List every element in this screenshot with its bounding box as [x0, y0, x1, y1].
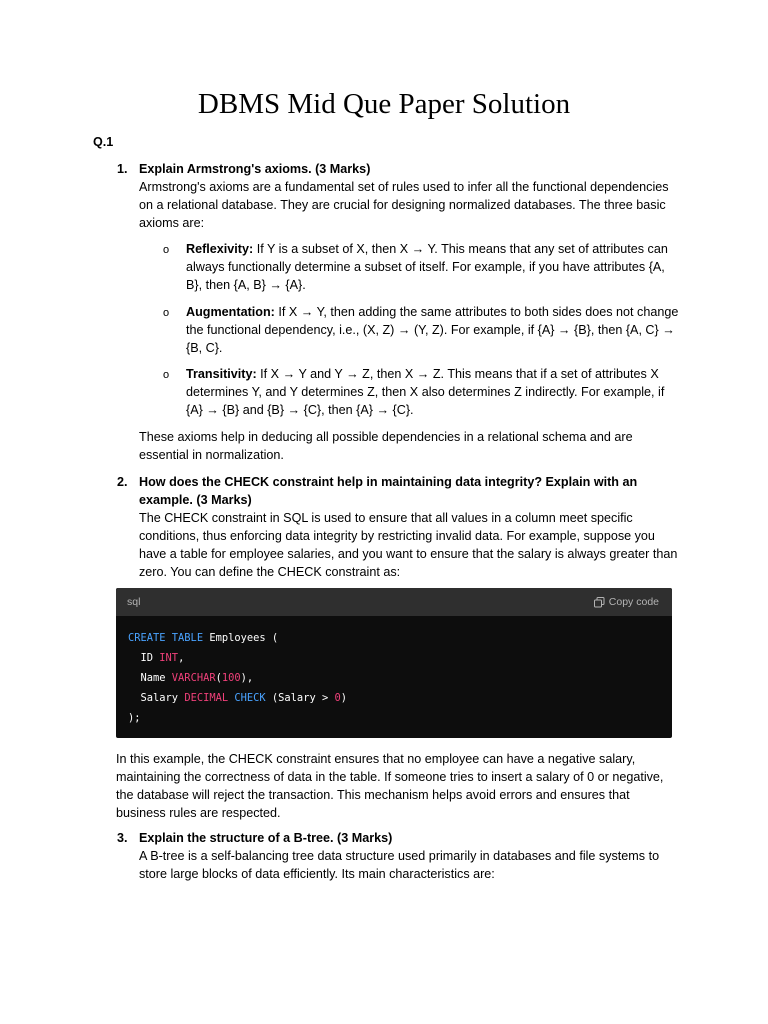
- code-number: 100: [221, 672, 241, 684]
- code-keyword: CHECK: [234, 692, 266, 704]
- page-title: DBMS Mid Que Paper Solution: [197, 88, 571, 120]
- code-language-label: sql: [127, 596, 141, 608]
- bullet-term: Augmentation:: [186, 305, 275, 319]
- q1-outro: These axioms help in deducing all possible dependencies in a relational schema and are essential in normalization.: [139, 430, 633, 462]
- q2-heading: How does the CHECK constraint help in maintaining data integrity? Explain with an example. (3 Marks): [139, 475, 638, 507]
- bullet-text: If X → Y, then adding the same attributes to both sides does not change the functional dependency, i.e., (X, Z) → (Y, Z). For example, if {A} → {B}, then {A, C} → {B, C}.: [186, 305, 679, 355]
- code-text: ),: [240, 672, 254, 684]
- bullet-marker: o: [163, 369, 170, 381]
- q1-number: 1.: [117, 162, 128, 176]
- code-text: (: [215, 672, 222, 684]
- code-type: INT: [159, 652, 179, 664]
- bullet-text: If Y is a subset of X, then X → Y. This means that any set of attributes can always functionally determine a subset of itself. For example, if you have attributes {A, B}, then {A, B} → {A}.: [186, 242, 668, 292]
- q1-heading: Explain Armstrong's axioms. (3 Marks): [139, 162, 371, 176]
- code-header: [116, 588, 672, 616]
- code-text: Salary: [128, 692, 185, 704]
- bullet-term: Reflexivity:: [186, 242, 254, 256]
- code-text: ): [340, 692, 348, 704]
- q3-intro: A B-tree is a self-balancing tree data structure used primarily in databases and file systems to store large blocks of data efficiently. Its main characteristics are:: [139, 849, 660, 881]
- q1-intro: Armstrong's axioms are a fundamental set of rules used to infer all the functional dependencies on a relational database. They are crucial for designing normalized databases. The three basic axioms are:: [139, 180, 669, 230]
- bullet-term: Transitivity:: [186, 367, 257, 381]
- code-number: 0: [334, 692, 341, 704]
- code-text: ,: [178, 652, 185, 664]
- bullet-augmentation: [186, 303, 680, 357]
- copy-code-button[interactable]: [594, 588, 659, 616]
- q3-block: [139, 829, 679, 883]
- code-line: [128, 668, 660, 688]
- q2-explanation: In this example, the CHECK constraint ensures that no employee can have a negative salary, maintaining the correctness of data in the table. If someone tries to insert a salary of 0 or negative, the database will reject the transaction. This mechanism helps avoid errors and ensures that business rules are respected.: [116, 752, 664, 820]
- copy-icon: [594, 597, 605, 608]
- code-text: Name: [128, 672, 172, 684]
- bullet-marker: o: [163, 307, 170, 319]
- q3-heading: Explain the structure of a B-tree. (3 Marks): [139, 831, 393, 845]
- q1-block: [139, 160, 679, 232]
- code-line: [128, 708, 660, 728]
- code-text: Employees (: [203, 632, 279, 644]
- bullet-text: If X → Y and Y → Z, then X → Z. This means that if a set of attributes X determines Y, and Y determines Z, then X also determines Z indirectly. For example, if {A} → {B} and {B} → {C}, then {A} → {C}.: [186, 367, 665, 417]
- q2-number: 2.: [117, 475, 128, 489]
- code-line: [128, 628, 660, 648]
- code-block: [116, 588, 672, 738]
- code-text: (Salary >: [265, 692, 335, 704]
- code-line: [128, 648, 660, 668]
- bullet-transitivity: [186, 365, 680, 419]
- q2-intro: The CHECK constraint in SQL is used to ensure that all values in a column meet specific conditions, thus enforcing data integrity by restricting invalid data. For example, suppose you have a table for employee salaries, and you want to ensure that the salary is always greater than zero. You can define the CHECK constraint as:: [139, 511, 678, 579]
- q3-number: 3.: [117, 831, 128, 845]
- bullet-marker: o: [163, 244, 170, 256]
- code-content: [116, 616, 672, 728]
- section-label: Q.1: [93, 135, 114, 149]
- code-line: [128, 688, 660, 708]
- code-text: ID: [128, 652, 160, 664]
- q2-block: [139, 473, 679, 581]
- code-keyword: CREATE TABLE: [128, 632, 204, 644]
- bullet-reflexivity: [186, 240, 680, 294]
- code-type: VARCHAR: [171, 672, 216, 684]
- code-type: DECIMAL: [184, 692, 229, 704]
- copy-code-label: Copy code: [608, 596, 659, 608]
- code-text: );: [128, 712, 141, 724]
